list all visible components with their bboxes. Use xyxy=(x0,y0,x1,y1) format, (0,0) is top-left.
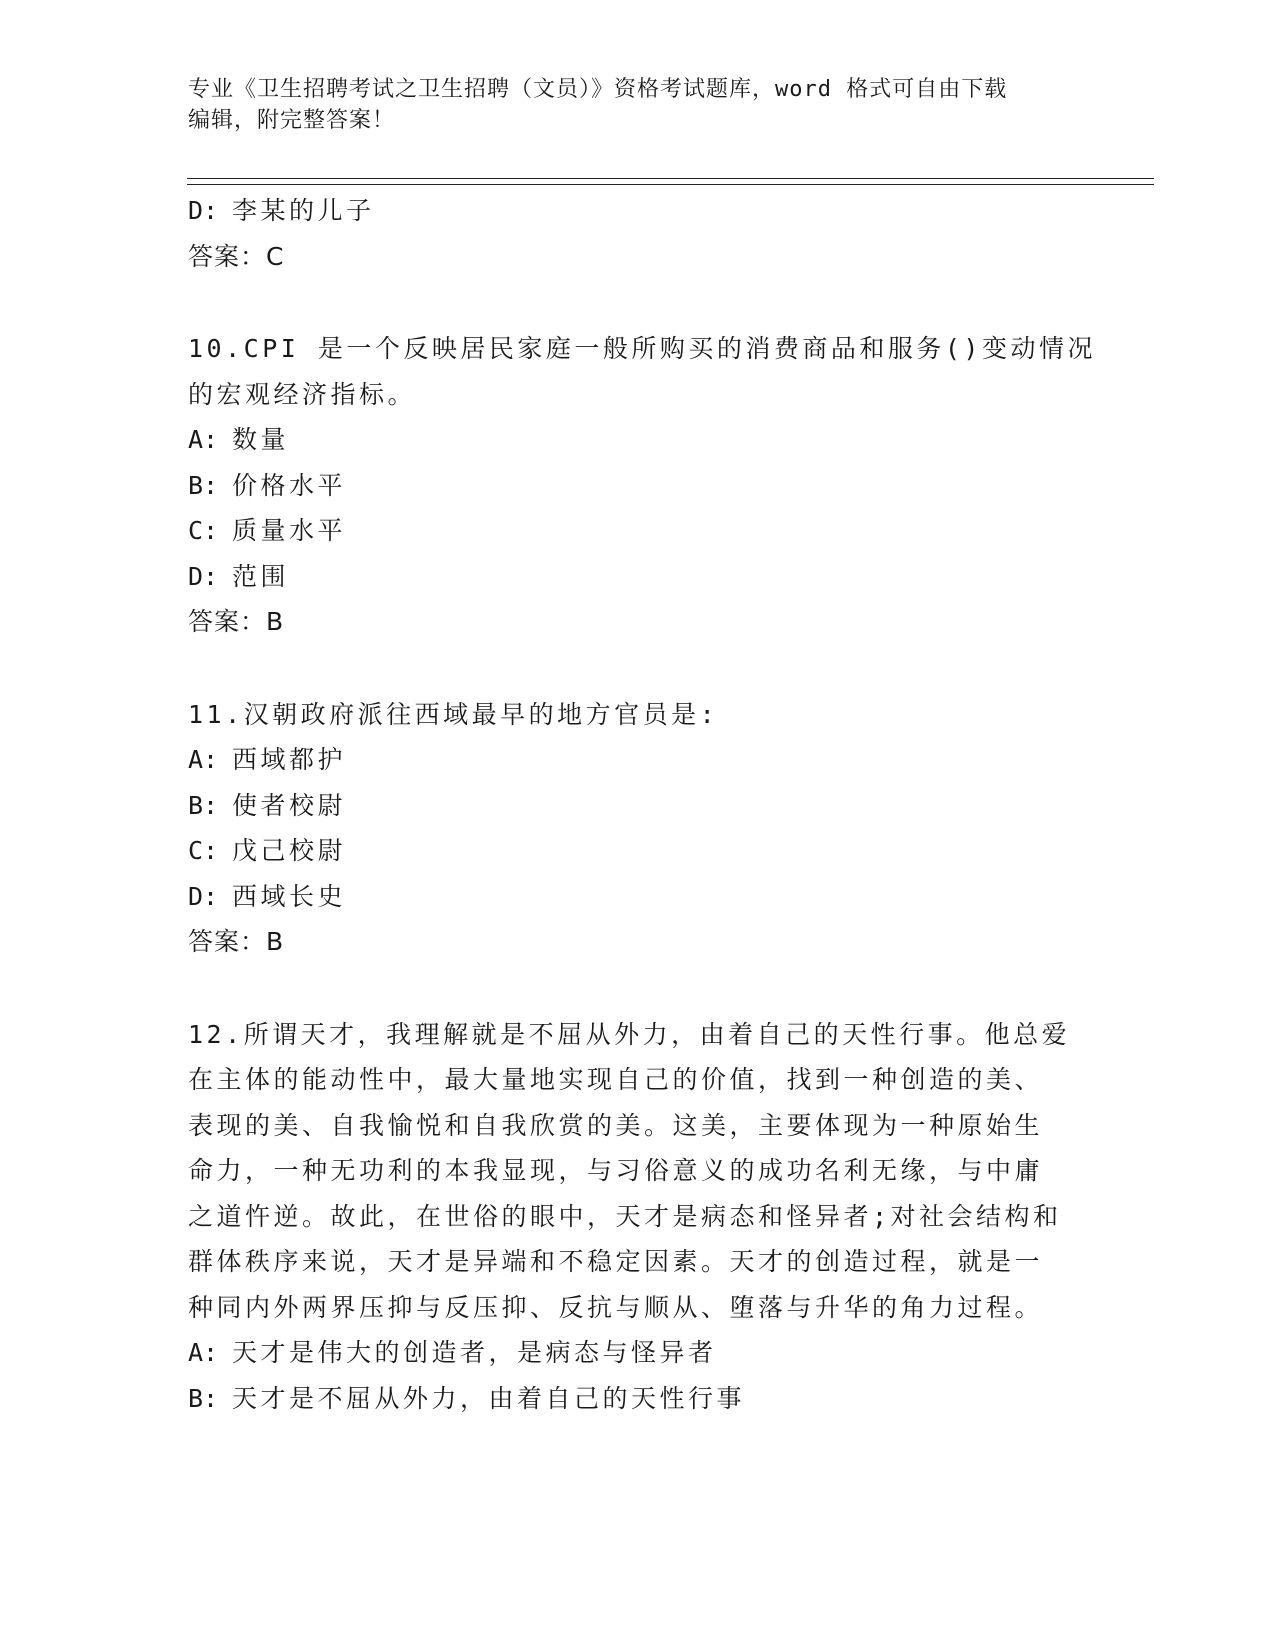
option-label: C: xyxy=(188,516,219,545)
option-d xyxy=(188,188,1088,234)
option-text: 戊己校尉 xyxy=(232,836,347,865)
question-text-line: 10.CPI 是一个反映居民家庭一般所购买的消费商品和服务()变动情况 xyxy=(188,334,1096,363)
question-text-line: 表现的美、自我愉悦和自我欣赏的美。这美，主要体现为一种原始生 xyxy=(188,1110,1044,1140)
question-text-line: 11.汉朝政府派往西域最早的地方官员是: xyxy=(188,699,719,729)
question-text-line: 命力，一种无功利的本我显现，与习俗意义的成功名利无缘，与中庸 xyxy=(188,1156,1044,1185)
option-label: B: xyxy=(188,470,219,500)
option-label: D: xyxy=(188,881,219,911)
question-12 xyxy=(188,1012,1088,1422)
option-label: B: xyxy=(188,1383,219,1413)
spacer xyxy=(188,279,1088,326)
option-label: C: xyxy=(188,836,219,865)
option-a xyxy=(188,417,1088,463)
option-text: 数量 xyxy=(232,425,290,454)
option-text: 范围 xyxy=(232,561,290,591)
header-line-1: 专业《卫生招聘考试之卫生招聘（文员）》资格考试题库，word 格式可自由下载 xyxy=(188,77,1008,102)
spacer xyxy=(188,645,1088,692)
header-line-2: 编辑，附完整答案！ xyxy=(188,108,396,133)
option-a xyxy=(188,1330,1088,1376)
option-text: 天才是伟大的创造者，是病态与怪异者 xyxy=(232,1338,717,1367)
option-text: 价格水平 xyxy=(232,470,347,500)
answer-line: 答案：B xyxy=(188,607,285,636)
option-b xyxy=(188,463,1088,509)
option-a xyxy=(188,737,1088,783)
option-c xyxy=(188,508,1088,554)
option-c xyxy=(188,828,1088,874)
question-content xyxy=(188,188,1096,1421)
option-b xyxy=(188,1376,1088,1422)
question-text-line: 的宏观经济指标。 xyxy=(188,379,417,409)
option-text: 天才是不屈从外力，由着自己的天性行事 xyxy=(232,1383,746,1413)
question-text-line: 之道忤逆。故此，在世俗的眼中，天才是病态和怪异者;对社会结构和 xyxy=(188,1201,1062,1231)
option-text: 西域长史 xyxy=(232,881,347,911)
option-d xyxy=(188,554,1088,600)
option-label: B: xyxy=(188,790,219,820)
question-text-line: 群体秩序来说，天才是异端和不稳定因素。天才的创造过程，就是一 xyxy=(188,1247,1044,1276)
option-text: 西域都护 xyxy=(232,745,347,774)
option-text: 质量水平 xyxy=(232,516,347,545)
option-label: A: xyxy=(188,745,219,774)
question-text-line: 12.所谓天才，我理解就是不屈从外力，由着自己的天性行事。他总爱 xyxy=(188,1019,1071,1049)
question-text-line: 在主体的能动性中，最大量地实现自己的价值，找到一种创造的美、 xyxy=(188,1065,1044,1094)
spacer xyxy=(188,965,1088,1012)
option-b xyxy=(188,783,1088,829)
option-d xyxy=(188,874,1088,920)
option-label: A: xyxy=(188,1338,219,1367)
header-divider xyxy=(187,178,1154,185)
option-text: 使者校尉 xyxy=(232,790,347,820)
answer-line: 答案：C xyxy=(188,241,285,271)
option-label: D: xyxy=(188,196,219,225)
option-label: A: xyxy=(188,425,219,454)
option-label: D: xyxy=(188,561,219,591)
question-text-line: 种同内外两界压抑与反压抑、反抗与顺从、堕落与升华的角力过程。 xyxy=(188,1292,1044,1322)
question-11 xyxy=(188,692,1088,965)
option-text: 李某的儿子 xyxy=(232,196,375,225)
answer-line: 答案：B xyxy=(188,927,285,956)
document-header xyxy=(188,74,1068,136)
question-10 xyxy=(188,326,1096,645)
